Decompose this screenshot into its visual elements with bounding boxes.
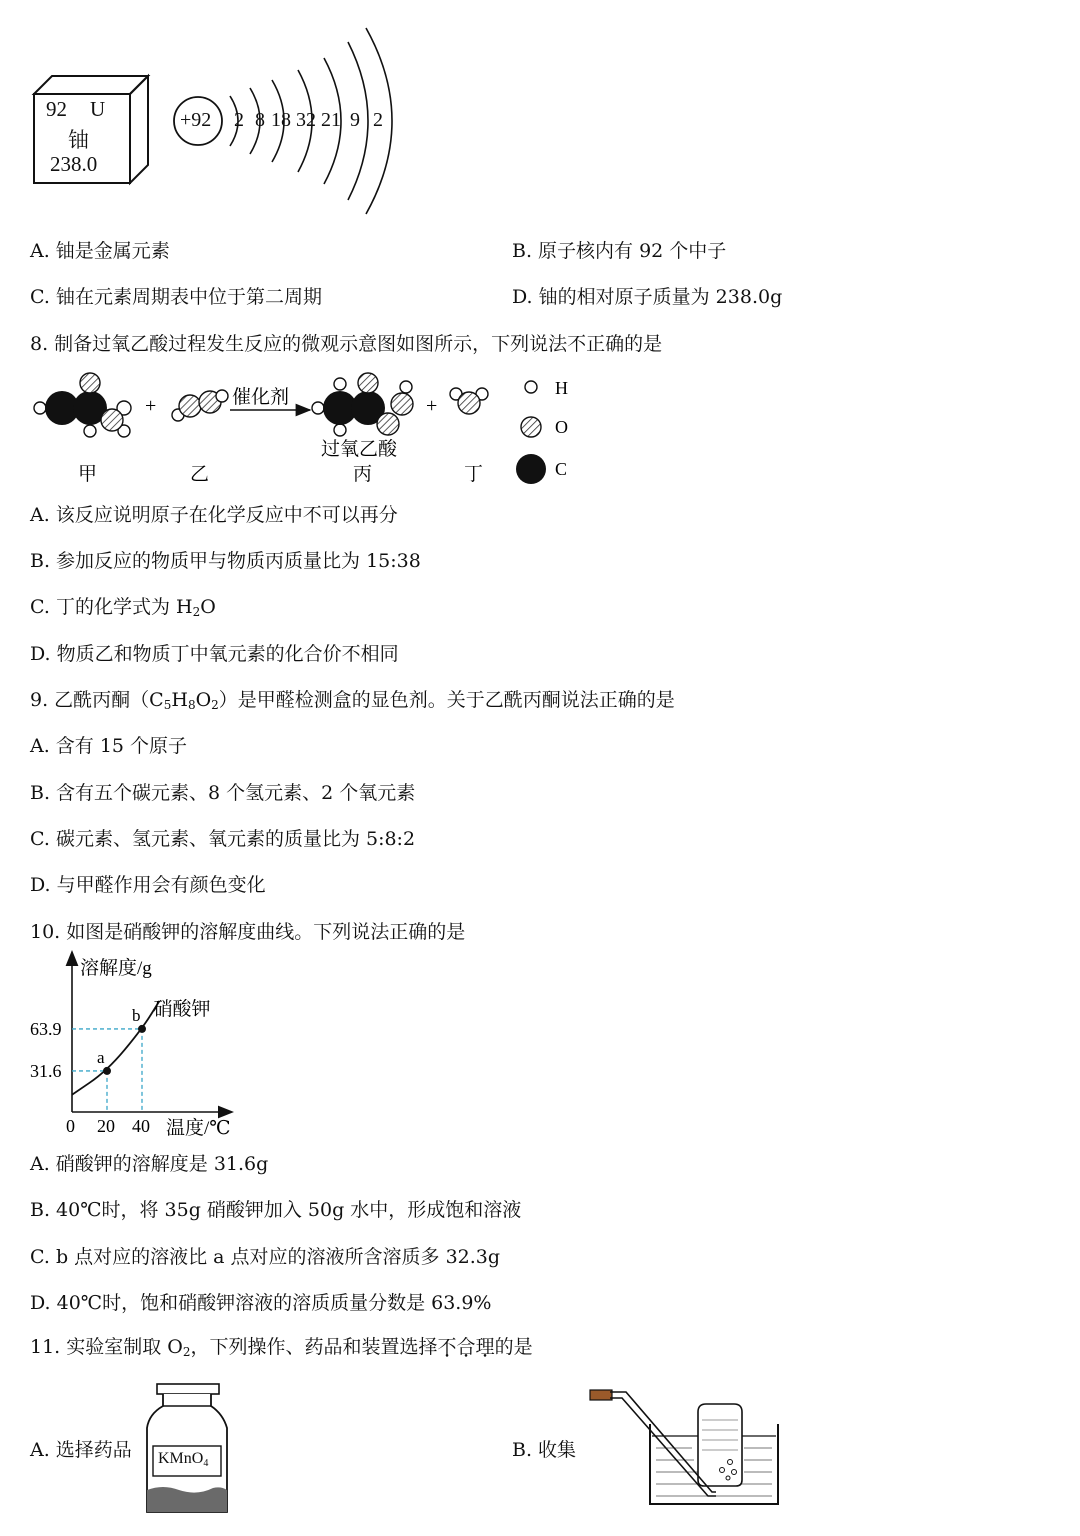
molecule-bing	[312, 373, 413, 436]
label-jia: 甲	[78, 464, 98, 485]
q7-option-d: D. 铀的相对原子质量为 238.0g	[512, 286, 783, 308]
solubility-chart	[28, 950, 258, 1142]
q8-option-a: A. 该反应说明原子在化学反应中不可以再分	[30, 504, 398, 526]
q11-option-b: B. 收集	[512, 1439, 577, 1461]
shell-count-4: 32	[296, 109, 316, 131]
molecule-ding	[450, 388, 488, 414]
y-tick-0: 31.6	[30, 1060, 62, 1081]
solubility-curve	[72, 1001, 160, 1095]
y-tick-1: 63.9	[30, 1018, 62, 1039]
plus-sign-1: +	[145, 395, 157, 417]
element-symbol: U	[90, 97, 106, 121]
molecule-yi	[172, 390, 228, 421]
point-a	[103, 1067, 111, 1075]
q7-option-a: A. 铀是金属元素	[30, 240, 170, 262]
q9-option-b: B. 含有五个碳元素、8 个氢元素、2 个氧元素	[30, 782, 416, 804]
q8-option-b: B. 参加反应的物质甲与物质丙质量比为 15:38	[30, 550, 421, 572]
q10-stem: 10. 如图是硝酸钾的溶解度曲线。下列说法正确的是	[30, 921, 466, 943]
point-label-a: a	[97, 1047, 105, 1067]
x-tick-0: 0	[66, 1116, 75, 1136]
label-bing: 丙	[353, 464, 373, 485]
label-ding: 丁	[464, 464, 484, 485]
q10-option-d: D. 40℃时，饱和硝酸钾溶液的溶质质量分数是 63.9%	[30, 1292, 492, 1314]
x-tick-1: 20	[97, 1116, 115, 1136]
q9-option-a: A. 含有 15 个原子	[30, 735, 188, 757]
q9-option-d: D. 与甲醛作用会有颜色变化	[30, 874, 266, 896]
atomic-mass: 238.0	[50, 152, 98, 176]
element-name: 铀	[68, 128, 89, 152]
shell-count-1: 2	[234, 109, 244, 131]
reagent-bottle	[143, 1380, 233, 1516]
shell-count-3: 18	[271, 109, 291, 131]
series-label: 硝酸钾	[153, 998, 211, 1020]
gas-collection-apparatus	[582, 1384, 782, 1512]
x-axis-label: 温度/℃	[166, 1118, 231, 1139]
molecule-jia	[34, 373, 131, 437]
x-tick-2: 40	[132, 1116, 150, 1136]
atom-structure-diagram	[168, 24, 408, 219]
q7-option-b: B. 原子核内有 92 个中子	[512, 240, 727, 262]
q9-stem: 9. 乙酰丙酮$(C_5H_8O_2)$是甲醛检测盒的显色剂。关于乙酰丙酮说法正确的是	[30, 689, 675, 712]
catalyst-label: 催化剂	[232, 387, 290, 408]
q10-option-a: A. 硝酸钾的溶解度是 31.6g	[30, 1153, 269, 1175]
shell-count-5: 21	[321, 109, 341, 131]
q7-option-c: C. 铀在元素周期表中位于第二周期	[30, 286, 322, 308]
legend-o: O	[555, 417, 568, 437]
reagent-label: KMnO$_4$	[158, 1450, 209, 1469]
q10-option-c: C. b 点对应的溶液比 a 点对应的溶液所含溶质多 32.3g	[30, 1246, 501, 1268]
shell-count-7: 2	[373, 109, 383, 131]
q10-option-b: B. 40℃时，将 35g 硝酸钾加入 50g 水中，形成饱和溶液	[30, 1199, 522, 1221]
nucleus-charge: +92	[180, 109, 212, 131]
atom-legend	[516, 378, 568, 484]
element-cell-figure	[28, 70, 158, 188]
atomic-number: 92	[46, 97, 67, 121]
reaction-diagram	[28, 370, 628, 490]
q8-option-c: C. 丁的化学式为 $H_2O$	[30, 596, 216, 619]
plus-sign-2: +	[426, 395, 438, 417]
shell-count-6: 9	[350, 109, 360, 131]
label-yi: 乙	[190, 464, 210, 485]
q8-option-d: D. 物质乙和物质丁中氧元素的化合价不相同	[30, 643, 399, 665]
shell-count-2: 8	[255, 109, 265, 131]
product-name: 过氧乙酸	[321, 439, 398, 460]
q9-option-c: C. 碳元素、氢元素、氧元素的质量比为 5:8:2	[30, 828, 416, 850]
y-axis-label: 溶解度/g	[80, 958, 152, 979]
point-b	[138, 1025, 146, 1033]
legend-h: H	[555, 378, 568, 398]
point-label-b: b	[132, 1005, 141, 1025]
q8-stem: 8. 制备过氧乙酸过程发生反应的微观示意图如图所示，下列说法不正确的是	[30, 333, 663, 355]
q11-stem: 11. 实验室制取 $O_2$，下列操作、药品和装置选择不合理的是	[30, 1336, 533, 1359]
q11-option-a: A. 选择药品	[30, 1439, 132, 1461]
legend-c: C	[555, 459, 568, 479]
